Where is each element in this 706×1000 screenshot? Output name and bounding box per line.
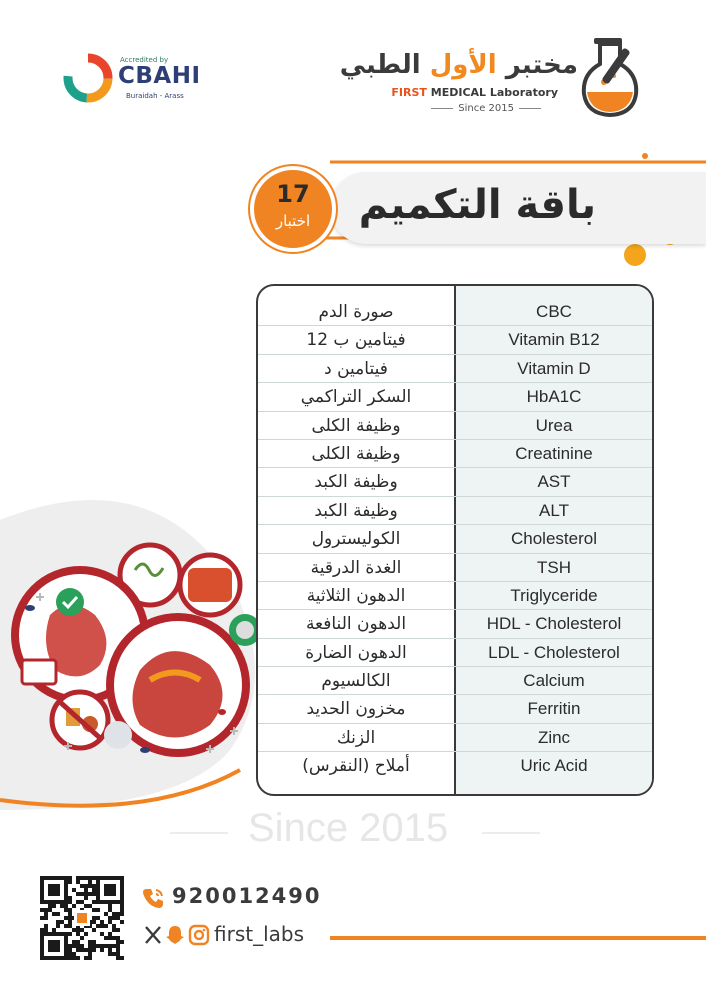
- cbahi-name: CBAHI: [118, 63, 201, 89]
- table-row: [258, 440, 652, 468]
- lab-name-arabic: [340, 50, 578, 80]
- test-name-english: Calcium: [523, 671, 585, 691]
- cbahi-logo-icon: [62, 52, 114, 104]
- test-name-arabic: الغدة الدرقية: [310, 557, 402, 578]
- test-name-arabic: وظيفة الكلى: [311, 443, 401, 464]
- test-name-english: Urea: [535, 415, 573, 435]
- test-name-arabic: الدهون الثلاثية: [306, 585, 406, 606]
- test-name-english: Vitamin B12: [508, 330, 600, 350]
- test-name-english: LDL - Cholesterol: [488, 642, 620, 662]
- test-name-english: HbA1C: [526, 387, 582, 407]
- test-name-english: TSH: [537, 557, 571, 577]
- watermark-since: Since 2015: [248, 806, 449, 850]
- tests-table: [256, 284, 654, 796]
- instagram-icon[interactable]: [188, 924, 210, 946]
- test-name-arabic: أملاح (النقرس): [302, 756, 410, 777]
- test-name-arabic: وظيفة الكبد: [314, 500, 398, 521]
- table-row: [258, 412, 652, 440]
- test-name-english: Ferritin: [527, 699, 581, 719]
- test-name-arabic: الدهون الضارة: [305, 642, 407, 663]
- test-name-arabic: الدهون النافعة: [305, 614, 407, 635]
- test-count-label: اختبار: [275, 212, 311, 230]
- lab-name-en-accent: FIRST: [391, 86, 427, 99]
- test-name-english: Creatinine: [515, 443, 593, 463]
- stomach-illustration: [0, 480, 260, 820]
- table-row: [258, 667, 652, 695]
- snapchat-icon[interactable]: [164, 924, 186, 946]
- table-row: [258, 639, 652, 667]
- lab-name-ar-suffix: الطبي: [339, 50, 421, 80]
- table-row: [258, 582, 652, 610]
- test-name-arabic: السكر التراكمي: [300, 387, 412, 408]
- test-name-english: Uric Acid: [520, 756, 588, 776]
- test-name-arabic: الكالسيوم: [321, 671, 391, 692]
- test-name-english: CBC: [536, 302, 572, 321]
- lab-since: Since 2015: [426, 103, 546, 114]
- test-count-badge: [250, 166, 336, 252]
- phone-icon: [142, 886, 166, 910]
- lab-name-english: [391, 86, 558, 99]
- lab-name-ar-accent: الأول: [429, 50, 497, 80]
- lab-name-ar-prefix: مختبر: [505, 50, 578, 80]
- table-row: [258, 383, 652, 411]
- test-name-arabic: صورة الدم: [318, 302, 394, 322]
- cbahi-location: Buraidah - Arass: [126, 92, 184, 100]
- footer-accent-line: [330, 936, 706, 940]
- test-name-arabic: الكوليسترول: [311, 529, 401, 550]
- phone-number[interactable]: 920012490: [172, 884, 322, 908]
- test-name-english: Cholesterol: [511, 529, 597, 549]
- table-row: [258, 695, 652, 723]
- x-icon[interactable]: [142, 924, 164, 946]
- test-name-english: HDL - Cholesterol: [486, 614, 622, 634]
- test-name-english: AST: [537, 472, 571, 492]
- cbahi-accreditation-logo: [62, 48, 202, 108]
- table-row: [258, 298, 652, 326]
- lab-name-en-rest: MEDICAL Laboratory: [430, 86, 558, 99]
- test-name-english: ALT: [539, 500, 569, 520]
- table-row: [258, 497, 652, 525]
- table-row: [258, 468, 652, 496]
- tests-rows: [258, 298, 652, 781]
- test-name-english: Triglyceride: [510, 585, 598, 605]
- table-row: [258, 610, 652, 638]
- test-name-arabic: الزنك: [336, 727, 376, 748]
- package-title: باقة التكميم: [358, 182, 596, 228]
- test-name-arabic: فيتامين د: [324, 358, 388, 379]
- qr-code: [40, 876, 124, 960]
- test-name-arabic: مخزون الحديد: [306, 699, 406, 720]
- table-row: [258, 326, 652, 354]
- table-row: [258, 525, 652, 553]
- test-name-arabic: فيتامين ب 12: [306, 330, 406, 351]
- test-name-english: Vitamin D: [517, 358, 591, 378]
- accredited-by-label: Accredited by: [120, 56, 169, 64]
- table-row: [258, 355, 652, 383]
- social-handle[interactable]: first_labs: [214, 922, 305, 946]
- test-count: 17: [276, 180, 310, 208]
- watermark-line-left: [170, 832, 228, 834]
- flask-logo-icon: [578, 36, 642, 118]
- test-name-english: Zinc: [537, 727, 571, 747]
- table-row: [258, 554, 652, 582]
- test-name-arabic: وظيفة الكلى: [311, 415, 401, 436]
- test-name-arabic: وظيفة الكبد: [314, 472, 398, 493]
- watermark-line-right: [482, 832, 540, 834]
- table-row: [258, 724, 652, 752]
- table-row: [258, 752, 652, 780]
